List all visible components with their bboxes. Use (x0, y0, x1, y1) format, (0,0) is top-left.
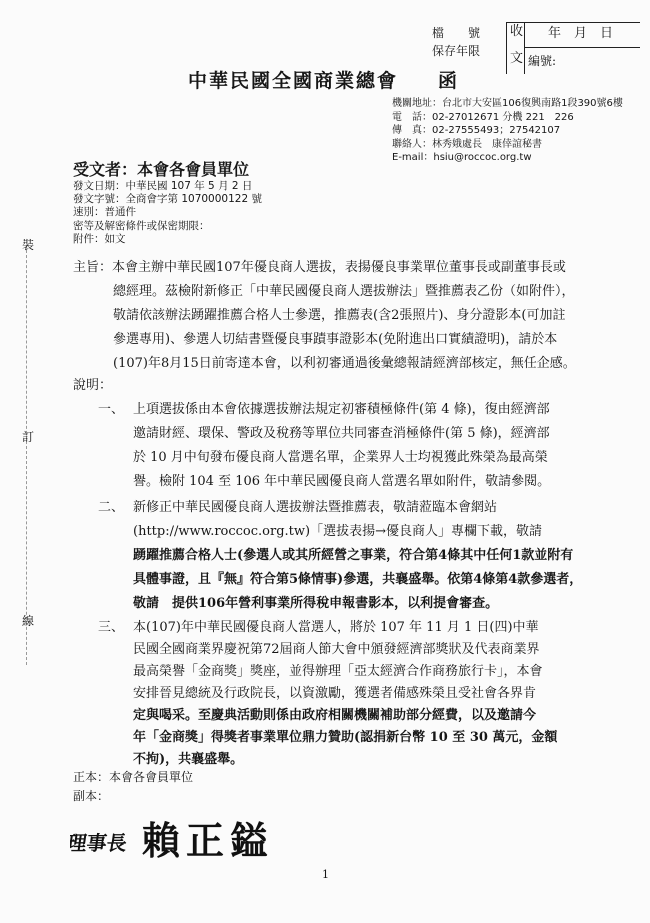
doc-col-label: 文 (510, 51, 524, 66)
binding-line (26, 245, 28, 665)
receive-col-label: 收 (510, 24, 524, 39)
date-label: 年 月 日 (548, 26, 614, 41)
margin-mark-line: 線 (22, 614, 35, 628)
item-line: 敬請 提供106年營利事業所得稅申報書影本，以利提會審查。 (133, 596, 499, 611)
speed: 速別：普通件 (73, 206, 136, 219)
item-number: 一、 (98, 402, 125, 417)
margin-mark-staple: 訂 (22, 430, 35, 444)
svg-text:理事長: 理事長 (70, 831, 129, 855)
item-line: 最高榮譽「金商獎」獎座，並得辦理「亞太經濟合作商務旅行卡」，本會 (133, 664, 543, 679)
signature-stamp (70, 806, 270, 866)
filing-box (432, 22, 640, 74)
item-line: 踴躍推薦合格人士(參選人或其所經營之事業，符合第4條其中任何1款並附有 (133, 548, 574, 563)
item-number: 二、 (98, 500, 125, 515)
item-line: 邀請財經、環保、警政及稅務等單位共同審查消極條件(第 5 條)，經濟部 (133, 426, 550, 441)
contact-phone: 電 話：02-27012671 分機 221 226 (392, 111, 574, 123)
contact-fax: 傳 真：02-27555493；27542107 (392, 125, 561, 136)
explain-label: 說明： (73, 378, 113, 393)
contact-block (392, 97, 623, 165)
attachment: 附件：如文 (73, 232, 126, 245)
item-line: 本(107)年中華民國優良商人當選人，將於 107 年 11 月 1 日(四)中華 (133, 620, 539, 635)
cc-block (73, 768, 193, 806)
item-line: 年「金商獎」得獎者事業單位鼎力贊助(認捐新台幣 10 至 30 萬元，金額 (133, 730, 558, 745)
recipient: 受文者：本會各會員單位 (73, 160, 250, 179)
item-line: 新修正中華民國優良商人選拔辦法暨推薦表，敬請蒞臨本會網站 (133, 500, 498, 515)
doc-type: 函 (438, 70, 460, 92)
item-line: 譽。檢附 104 至 106 年中華民國優良商人當選名單如附件，敬請參閱。 (133, 474, 551, 489)
item-line: 於 10 月中旬發布優良商人當選名單，企業界人士均視獲此殊榮為最高榮 (133, 450, 548, 465)
subject-line: 敬請依該辦法踴躍推薦合格人士參選，推薦表(含2張照片)、身分證影本(可加註 (113, 308, 566, 323)
item-number: 三、 (98, 620, 125, 635)
classification: 密等及解密條件或保密期限： (73, 219, 210, 232)
meta-block (73, 180, 262, 246)
document-title (188, 66, 459, 93)
doc-no-label: 編號: (528, 54, 557, 68)
issue-number: 發文字號：全商會字第 1070000122 號 (73, 193, 262, 206)
item-line: 民國全國商業界慶祝第72屆商人節大會中頒發經濟部獎狀及代表商業界 (133, 642, 540, 657)
contact-email: E-mail：hsiu@roccoc.org.tw (392, 152, 532, 163)
retention-label: 保存年限 (432, 44, 481, 58)
contact-address: 機關地址：台北市大安區106復興南路1段390號6樓 (392, 98, 623, 109)
subject-line: (107)年8月15日前寄達本會，以利初審通過後彙總報請經濟部核定，無任企感。 (113, 356, 576, 371)
subject-line: 參選專用)、參選人切結書暨優良事蹟事證影本(免附進出口實績證明)，請於本 (113, 332, 558, 347)
org-name: 中華民國全國商業總會 (188, 70, 399, 92)
file-no-label: 檔 號 (432, 26, 481, 40)
cc-copy: 副本： (73, 789, 110, 803)
issue-date: 發文日期：中華民國 107 年 5 月 2 日 (73, 180, 253, 192)
item-line: 安排晉見總統及行政院長，以資激勵，獲選者備感殊榮且受社會各界肯 (133, 686, 537, 701)
page-number: 1 (322, 868, 329, 881)
contact-person: 聯絡人：林秀娥處長 康倖誼秘書 (392, 138, 542, 150)
item-line: 具體事證，且『無』符合第5條情事)參選，共襄盛舉。依第4條第4款參選者， (133, 572, 583, 587)
subject-line: 總經理。茲檢附新修正「中華民國優良商人選拔辦法」暨推薦表乙份（如附件）， (113, 284, 575, 299)
margin-mark-bind: 裝 (22, 238, 35, 252)
item-line: 不拘)，共襄盛舉。 (133, 752, 244, 767)
item-line: 定與喝采。至慶典活動則係由政府相關機關補助部分經費，以及邀請今 (133, 708, 537, 723)
item-line: (http://www.roccoc.org.tw)「選拔表揚→優良商人」專欄下載，敬請 (133, 524, 542, 539)
item-line: 上項選拔係由本會依據選拔辦法規定初審積極條件(第 4 條)，復由經濟部 (133, 402, 550, 417)
cc-original: 正本：本會各會員單位 (73, 770, 194, 784)
svg-text:賴正鎰: 賴正鎰 (142, 818, 270, 863)
subject-line: 主旨：本會主辦中華民國107年優良商人選拔，表揚優良事業單位董事長或副董事長或 (73, 260, 566, 275)
